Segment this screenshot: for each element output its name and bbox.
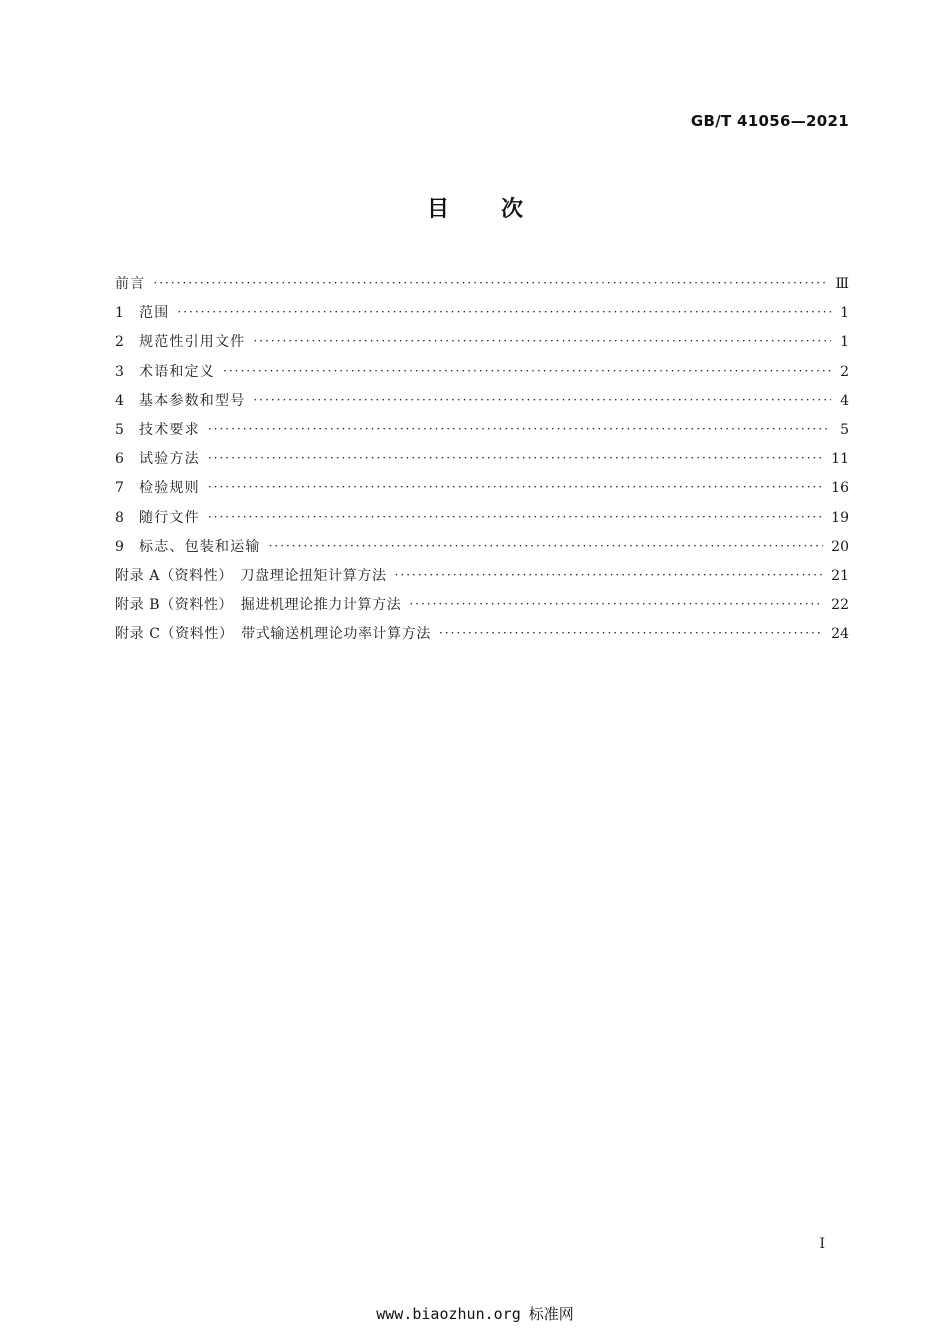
watermark xyxy=(0,1303,950,1324)
toc-leader-dots xyxy=(208,415,831,444)
standard-number: GB/T 41056—2021 xyxy=(690,112,849,130)
toc-entry-4[interactable] xyxy=(115,387,849,416)
toc-entry-annex-b[interactable] xyxy=(115,591,849,620)
toc-entry-label: 附录 A（资料性） 刀盘理论扭矩计算方法 xyxy=(115,567,387,584)
toc-leader-dots xyxy=(253,327,831,356)
toc-entry-number: 3 xyxy=(115,363,124,380)
toc-entry-label: 前言 xyxy=(115,276,146,292)
toc-entry-number: 1 xyxy=(115,305,124,322)
toc-entry-page: Ⅲ xyxy=(835,276,849,292)
toc-entry-foreword[interactable] xyxy=(115,270,849,299)
toc-leader-dots xyxy=(253,386,831,415)
toc-entry-annex-c[interactable] xyxy=(115,620,849,649)
page-number: I xyxy=(819,1236,825,1252)
toc-entry-label: 范围 xyxy=(139,305,170,322)
toc-entry-page: 16 xyxy=(831,480,849,497)
toc-leader-dots xyxy=(208,444,823,473)
toc-entry-page: 19 xyxy=(831,509,849,526)
toc-entry-page: 21 xyxy=(831,567,849,584)
toc-entry-page: 2 xyxy=(840,363,849,380)
toc-entry-label: 标志、包装和运输 xyxy=(139,538,261,555)
toc-entry-page: 1 xyxy=(840,334,849,351)
toc-entry-2[interactable] xyxy=(115,328,849,357)
toc-entry-page: 5 xyxy=(840,421,849,438)
toc-leader-dots xyxy=(395,561,824,590)
toc-entry-number: 7 xyxy=(115,480,124,497)
toc-entry-number: 8 xyxy=(115,509,124,526)
toc-entry-label: 试验方法 xyxy=(139,451,200,468)
toc-entry-page: 24 xyxy=(831,626,849,643)
toc-entry-label: 附录 B（资料性） 掘进机理论推力计算方法 xyxy=(115,597,402,614)
toc-entry-7[interactable] xyxy=(115,474,849,503)
toc-leader-dots xyxy=(177,298,831,327)
toc-entry-6[interactable] xyxy=(115,445,849,474)
toc-entry-5[interactable] xyxy=(115,416,849,445)
toc-entry-label: 基本参数和型号 xyxy=(139,392,246,409)
toc-leader-dots xyxy=(269,532,824,561)
watermark-url[interactable]: www.biaozhun.org xyxy=(376,1305,521,1323)
table-of-contents xyxy=(115,270,849,649)
toc-leader-dots xyxy=(439,619,823,648)
toc-entry-number: 6 xyxy=(115,451,124,468)
toc-leader-dots xyxy=(409,590,823,619)
toc-entry-1[interactable] xyxy=(115,299,849,328)
toc-entry-number: 5 xyxy=(115,421,124,438)
toc-entry-page: 4 xyxy=(840,392,849,409)
toc-entry-page: 11 xyxy=(831,451,849,468)
toc-leader-dots xyxy=(208,473,823,502)
toc-entry-page: 20 xyxy=(831,538,849,555)
toc-leader-dots xyxy=(153,269,827,298)
toc-entry-number: 9 xyxy=(115,538,124,555)
toc-leader-dots xyxy=(223,357,831,386)
toc-entry-label: 随行文件 xyxy=(139,509,200,526)
toc-entry-label: 附录 C（资料性） 带式输送机理论功率计算方法 xyxy=(115,626,431,643)
toc-entry-number: 2 xyxy=(115,334,124,351)
toc-leader-dots xyxy=(208,503,823,532)
toc-entry-8[interactable] xyxy=(115,504,849,533)
toc-entry-9[interactable] xyxy=(115,533,849,562)
page-title: 目次 xyxy=(426,197,575,222)
toc-entry-annex-a[interactable] xyxy=(115,562,849,591)
toc-entry-label: 技术要求 xyxy=(139,421,200,438)
toc-entry-label: 规范性引用文件 xyxy=(139,334,246,351)
toc-entry-3[interactable] xyxy=(115,358,849,387)
toc-entry-page: 22 xyxy=(831,597,849,614)
toc-entry-label: 检验规则 xyxy=(139,480,200,497)
watermark-site-name: 标准网 xyxy=(528,1305,574,1323)
toc-entry-number: 4 xyxy=(115,392,124,409)
toc-entry-label: 术语和定义 xyxy=(139,363,215,380)
toc-entry-page: 1 xyxy=(840,305,849,322)
